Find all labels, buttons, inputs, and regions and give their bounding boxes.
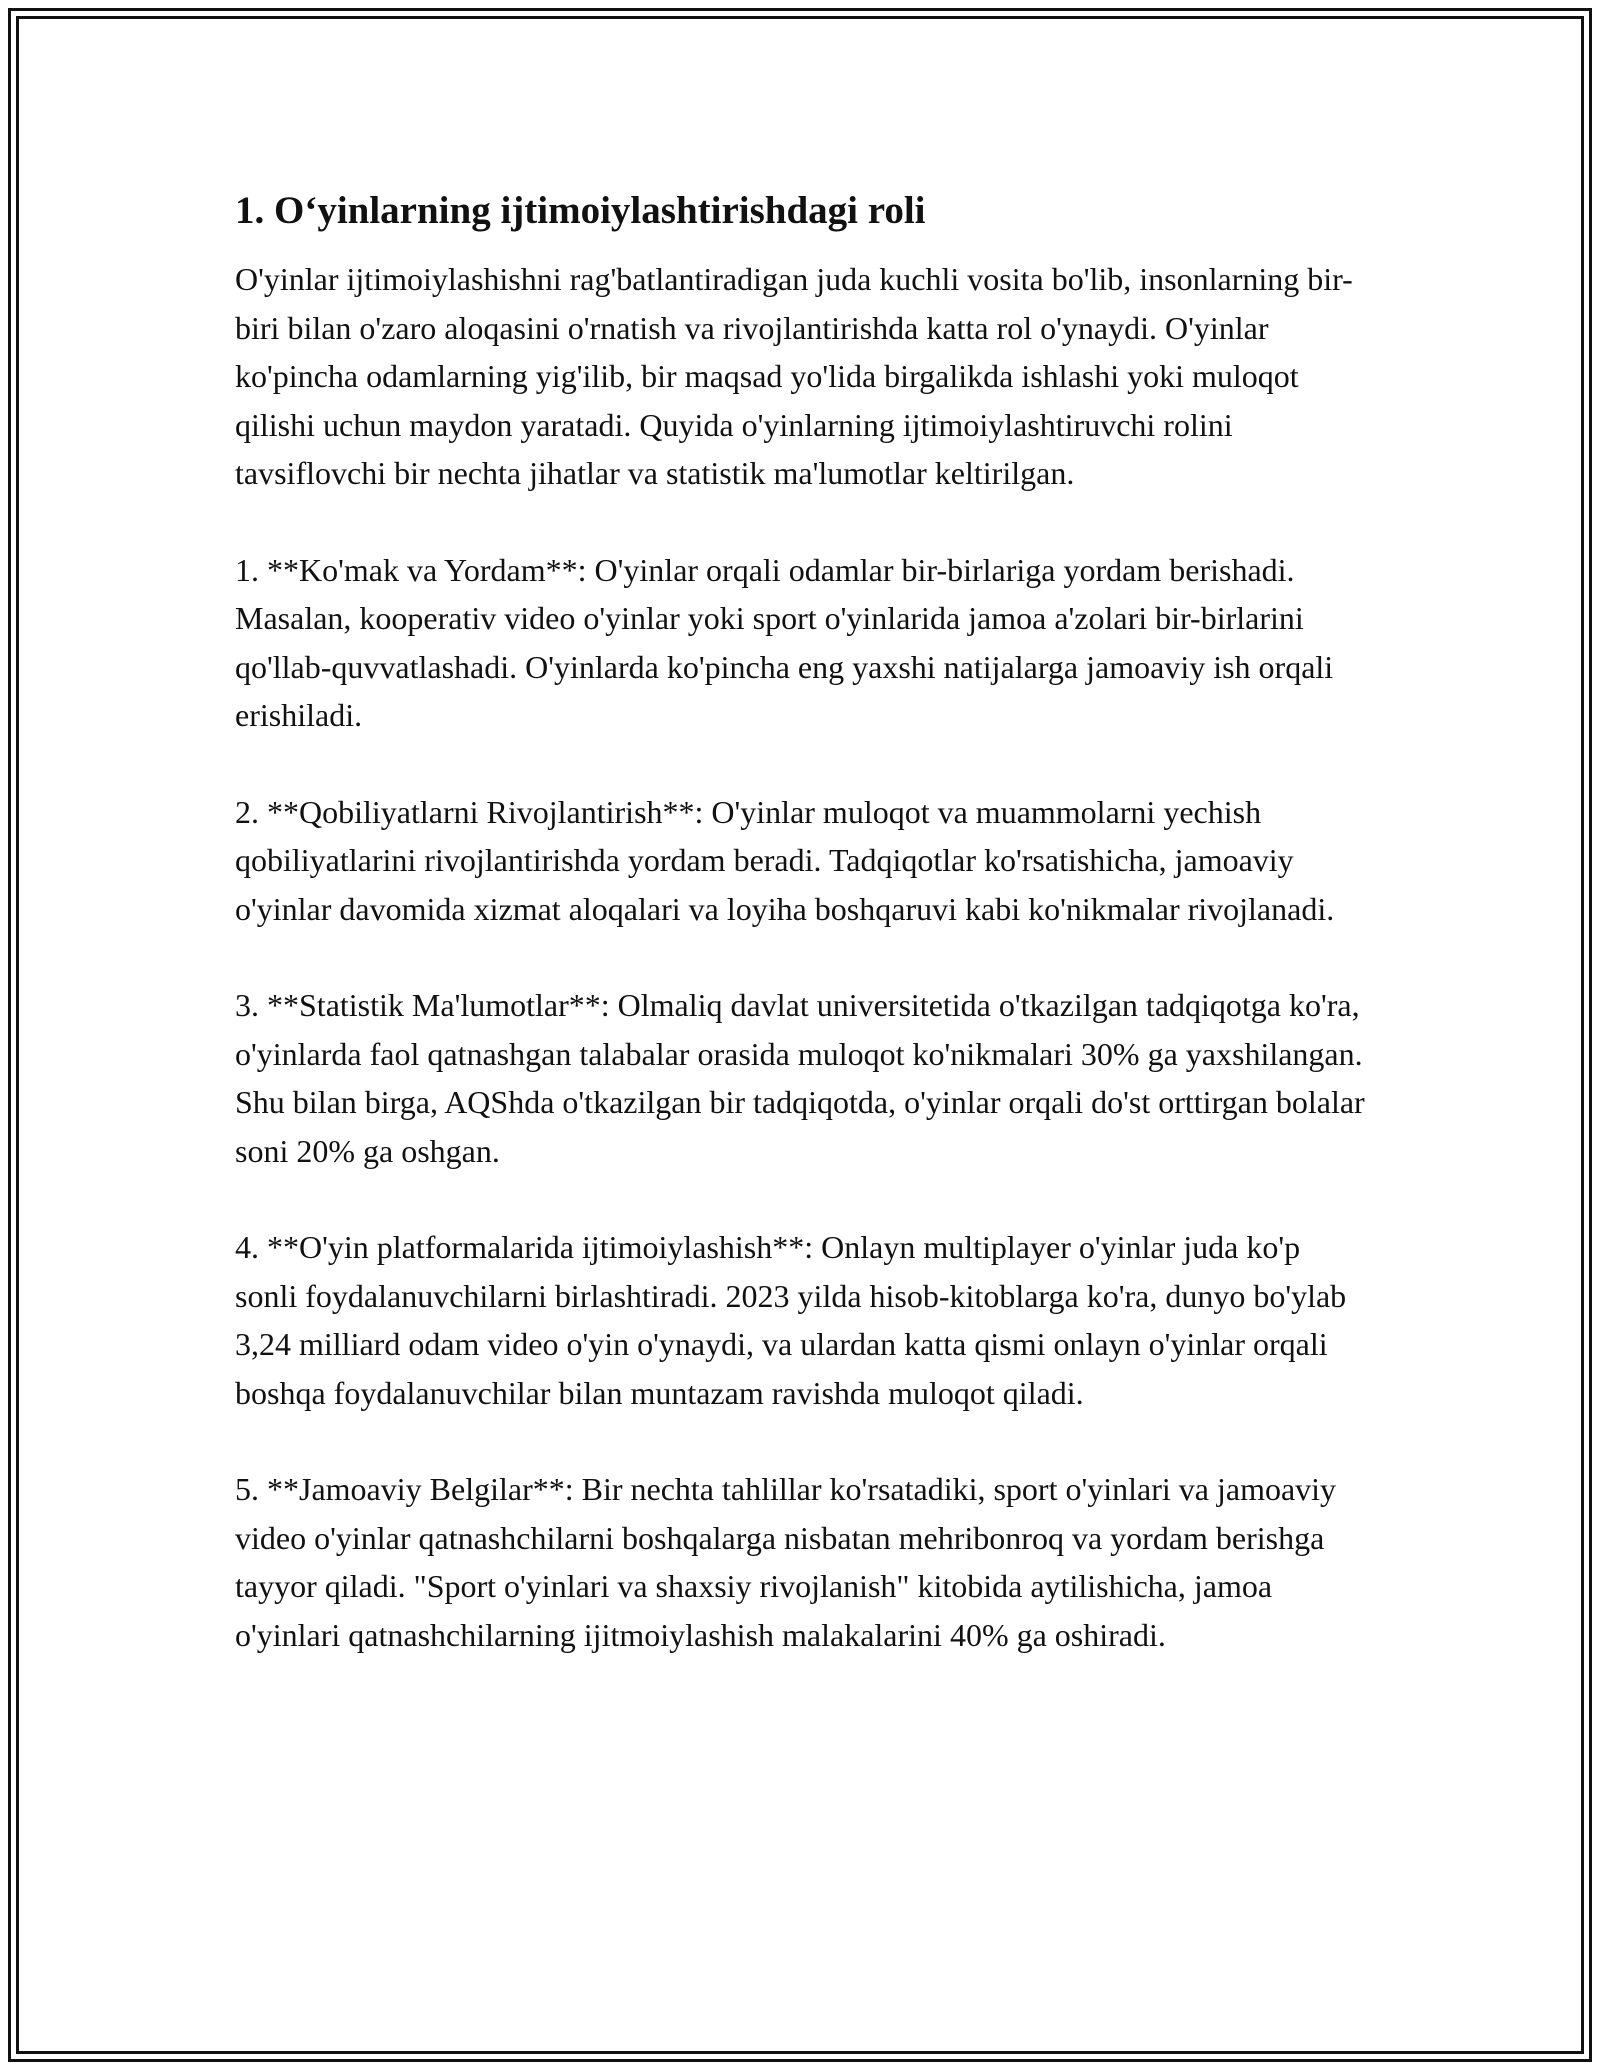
point-paragraph-2: 2. **Qobiliyatlarni Rivojlantirish**: O'yinlar muloqot va muammolarni yechish qobiliyatlarini rivojlantirishda yordam beradi. Tadqiqotlar ko'rsatishicha, jamoaviy o'yinlar davomida xizmat aloqalari va loyiha boshqaruvi kabi ko'nikmalar rivojlanadi. <box>235 793 1335 927</box>
point-paragraph-4: 4. **O'yin platformalarida ijtimoiylashish**: Onlayn multiplayer o'yinlar juda ko'p sonli foydalanuvchilarni birlashtiradi. 2023 yilda hisob-kitoblarga ko'ra, dunyo bo'ylab 3,24 milliard odam video o'yin o'ynaydi, va ulardan katta qismi onlayn o'yinlar orqali boshqa foydalanuvchilar bilan muntazam ravishda muloqot qiladi. <box>235 1229 1347 1411</box>
intro-paragraph: O'yinlar ijtimoiylashishni rag'batlantiradigan juda kuchli vosita bo'lib, insonlarning bir-biri bilan o'zaro aloqasini o'rnatish va rivojlantirishda katta rol o'ynaydi. O'yinlar ko'pincha odamlarning yig'ilib, bir maqsad yo'lida birgalikda ishlashi yoki muloqot qilishi uchun maydon yaratadi. Quyida o'yinlarning ijtimoiylashtiruvchi rolini tavsiflovchi bir nechta jihatlar va statistik ma'lumotlar keltirilgan. <box>235 261 1353 491</box>
point-paragraph-3: 3. **Statistik Ma'lumotlar**: Olmaliq davlat universitetida o'tkazilgan tadqiqotga ko'ra, o'yinlarda faol qatnashgan talabalar orasida muloqot ko'nikmalari 30% ga yaxshilangan. Shu bilan birga, AQShda o'tkazilgan bir tadqiqotda, o'yinlar orqali do'st orttirgan bolalar soni 20% ga oshgan. <box>235 987 1365 1169</box>
point-paragraph-1: 1. **Ko'mak va Yordam**: O'yinlar orqali odamlar bir-birlariga yordam berishadi. Masalan, kooperativ video o'yinlar yoki sport o'yinlarida jamoa a'zolari bir-birlarini qo'llab-quvvatlashadi. O'yinlarda ko'pincha eng yaxshi natijalarga jamoaviy ish orqali erishiladi. <box>235 551 1334 733</box>
point-paragraph-5: 5. **Jamoaviy Belgilar**: Bir nechta tahlillar ko'rsatadiki, sport o'yinlari va jamoaviy video o'yinlar qatnashchilarni boshqalarga nisbatan mehribonroq va yordam berishga tayyor qiladi. "Sport o'yinlari va shaxsiy rivojlanish" kitobida aytilishicha, jamoa o'yinlari qatnashchilarning ijitmoiylashish malakalarini 40% ga oshiradi. <box>235 1471 1337 1653</box>
document-body <box>235 185 1365 1707</box>
section-title: 1. O‘yinlarning ijtimoiylashtirishdagi roli <box>235 189 926 232</box>
